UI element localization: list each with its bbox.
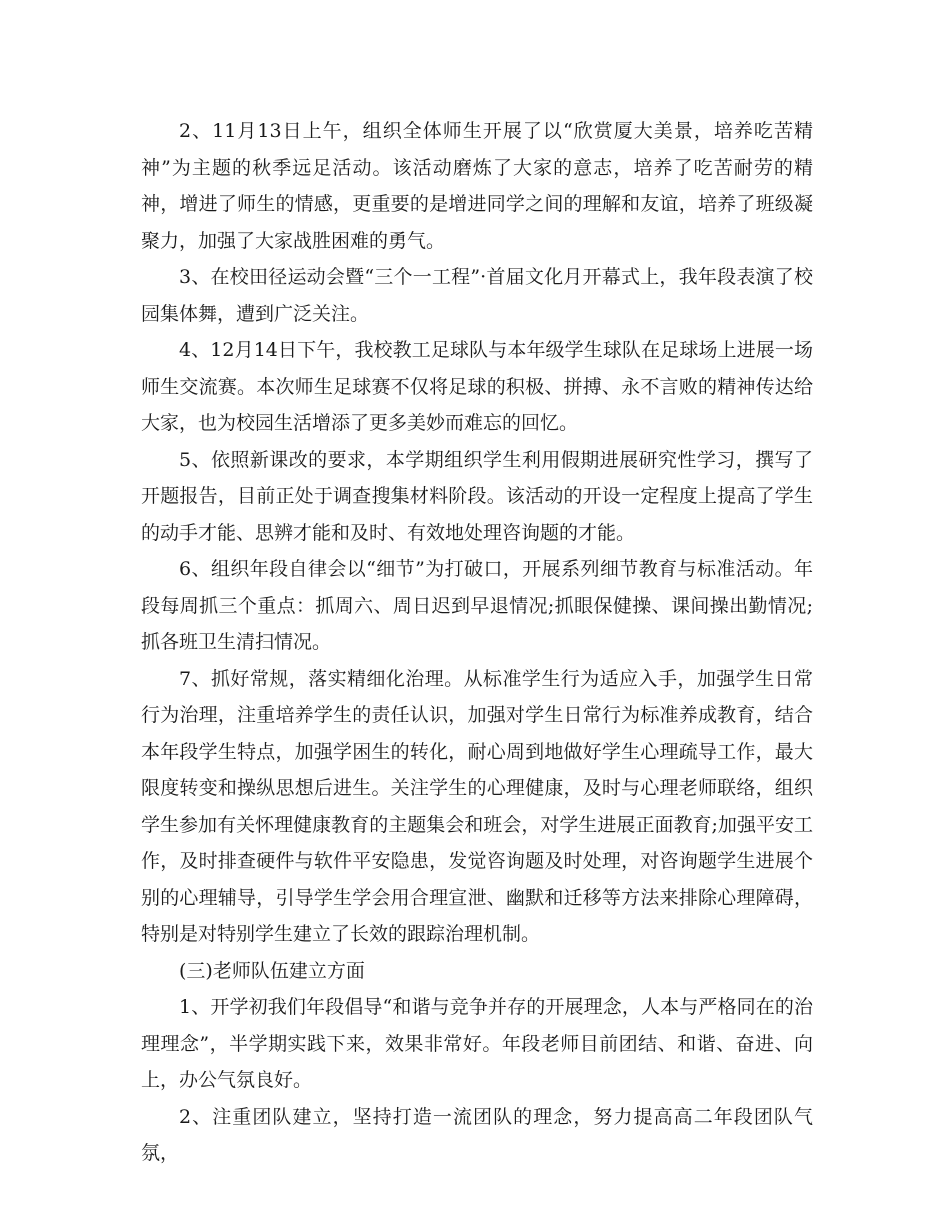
paragraph-item-5-research-study: 5、依照新课改的要求，本学期组织学生利用假期进展研究性学习，撰写了开题报告，目前正处于调查搜集材料阶段。该活动的开设一定程度上提高了学生的动手才能、思辨才能和及时、有效地处理咨询题的才能。 (141, 448, 813, 544)
paragraph-item-3-sports-meet: 3、在校田径运动会暨“三个一工程”·首届文化月开幕式上，我年段表演了校园集体舞，遭到广泛关注。 (141, 266, 813, 325)
paragraph-item-6-self-discipline: 6、组织年段自律会以“细节”为打破口，开展系列细节教育与标准活动。年段每周抓三个重点：抓周六、周日迟到早退情况;抓眼保健操、课间操出勤情况;抓各班卫生清扫情况。 (141, 558, 813, 653)
paragraph-item-2-team-building: 2、注重团队建立，坚持打造一流团队的理念，努力提高高二年段团队气氛， (141, 1105, 813, 1164)
document-body (141, 113, 813, 1172)
paragraph-item-1-team-philosophy: 1、开学初我们年段倡导“和谐与竞争并存的开展理念，人本与严格同在的治理理念”，半学期实践下来，效果非常好。年段老师目前团结、和谐、奋进、向上，办公气氛良好。 (141, 996, 813, 1091)
paragraph-item-7-routine-management: 7、抓好常规，落实精细化治理。从标准学生行为适应入手，加强学生日常行为治理，注重培养学生的责任认识，加强对学生日常行为标准养成教育，结合本年段学生特点，加强学困生的转化，耐心周到地做好学生心理疏导工作，最大限度转变和操纵思想后进生。关注学生的心理健康，及时与心理老师联络，组织学生参加有关怀理健康教育的主题集会和班会，对学生进展正面教育;加强平安工作，及时排查硬件与软件平安隐患，发觉咨询题及时处理，对咨询题学生进展个别的心理辅导，引导学生学会用合理宣泄、幽默和迁移等方法来排除心理障碍，特别是对特别学生建立了长效的跟踪治理机制。 (141, 667, 813, 945)
paragraph-item-4-football-match: 4、12月14日下午，我校教工足球队与本年级学生球队在足球场上进展一场师生交流赛。本次师生足球赛不仅将足球的积极、拼搏、永不言败的精神传达给大家，也为校园生活增添了更多美妙而难忘的回忆。 (141, 339, 813, 434)
section-heading-teacher-team: (三)老师队伍建立方面 (179, 959, 365, 982)
paragraph-item-2-autumn-hike: 2、11月13日上午，组织全体师生开展了以“欣赏厦大美景，培养吃苦精神”为主题的秋季远足活动。该活动磨炼了大家的意志，培养了吃苦耐劳的精神，增进了师生的情感，更重要的是增进同学之间的理解和友谊，培养了班级凝聚力，加强了大家战胜困难的勇气。 (141, 120, 813, 252)
